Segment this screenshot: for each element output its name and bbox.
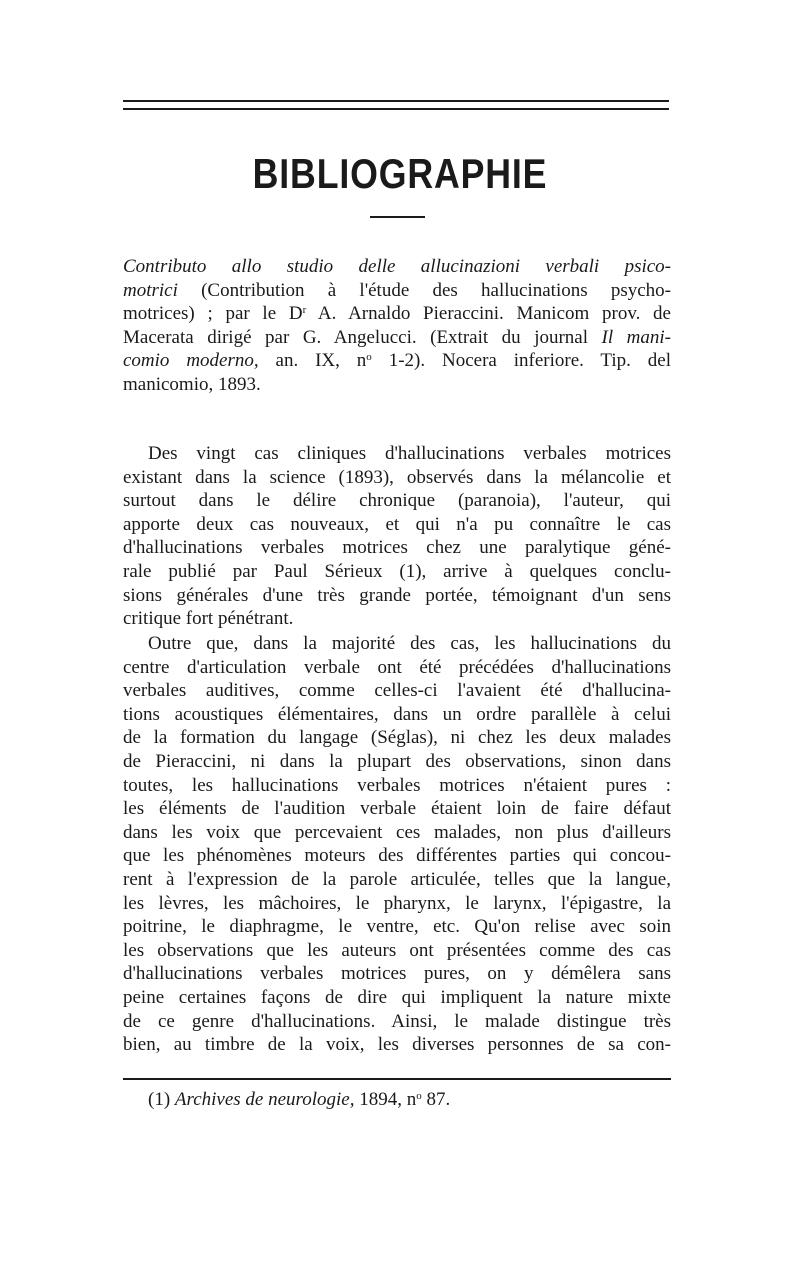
text-line: les lèvres, les mâchoires, le pharynx, le larynx, l'épigastre, la	[123, 892, 671, 914]
bibliographic-entry	[123, 255, 671, 397]
footnote-journal: Archives de neurologie,	[174, 1089, 355, 1110]
text-line: toutes, les hallucinations verbales motrices n'étaient pures :	[123, 774, 671, 796]
text-line: centre d'articulation verbale ont été précédées d'hallucinations	[123, 656, 671, 678]
text-line: Des vingt cas cliniques d'hallucinations verbales motrices	[148, 443, 671, 464]
text-line: poitrine, le diaphragme, le ventre, etc. Qu'on relise avec soin	[123, 916, 671, 938]
text-line: tions acoustiques élémentaires, dans un ordre parallèle à celui	[123, 703, 671, 725]
header-rule-top	[123, 100, 669, 102]
bib-line: manicomio, 1893.	[123, 373, 261, 395]
text-line: critique fort pénétrant.	[123, 608, 294, 630]
text-line: rale publié par Paul Sérieux (1), arrive à quelques conclu-	[123, 560, 671, 582]
text-line: les observations que les auteurs ont présentées comme des cas	[123, 939, 671, 961]
text-line: d'hallucinations verbales motrices chez une paralytique géné-	[123, 537, 671, 559]
bib-line: Contributo allo studio delle allucinazioni verbali psico-	[123, 256, 671, 277]
text-line: les éléments de l'audition verbale étaient loin de faire défaut	[123, 798, 671, 820]
text-line: de Pieraccini, ni dans la plupart des observations, sinon dans	[123, 750, 671, 772]
text-line: de la formation du langage (Séglas), ni chez les deux malades	[123, 727, 671, 749]
text-line: sions générales d'une très grande portée, témoignant d'un sens	[123, 584, 671, 606]
bib-line: motrici (Contribution à l'étude des hallucinations psycho-	[123, 279, 671, 301]
text-line: verbales auditives, comme celles-ci l'avaient été d'hallucina-	[123, 680, 671, 702]
title-separator	[370, 216, 425, 218]
footnote-mark: (1)	[148, 1089, 171, 1110]
text-line: apporte deux cas nouveaux, et qui n'a pu connaître le cas	[123, 513, 671, 535]
text-line: existant dans la science (1893), observés dans la mélancolie et	[123, 466, 671, 488]
text-line: Outre que, dans la majorité des cas, les hallucinations du	[148, 633, 671, 654]
footnote: (1) Archives de neurologie, 1894, $n^o$ 87.	[148, 1089, 451, 1110]
text-line: surtout dans le délire chronique (paranoia), l'auteur, qui	[123, 490, 671, 512]
page-title: BIBLIOGRAPHIE	[252, 150, 548, 197]
text-line: que les phénomènes moteurs des différentes parties qui concou-	[123, 845, 671, 867]
text-line: de ce genre d'hallucinations. Ainsi, le malade distingue très	[123, 1010, 671, 1032]
paragraph-1	[123, 442, 671, 631]
text-line: dans les voix que percevaient ces malades, non plus d'ailleurs	[123, 821, 671, 843]
text-line: peine certaines façons de dire qui impliquent la nature mixte	[123, 986, 671, 1008]
bib-line: motrices) ; par le $D^r$ A. Arnaldo Pieraccini. Manicom prov. de	[123, 303, 671, 325]
paragraph-2	[123, 632, 671, 1057]
bib-line: Macerata dirigé par G. Angelucci. (Extrait du journal Il mani-	[123, 326, 672, 348]
text-line: bien, au timbre de la voix, les diverses personnes de sa con-	[123, 1034, 671, 1056]
text-line: rent à l'expression de la parole articulée, telles que la langue,	[123, 868, 671, 890]
bib-line: comio moderno, an. IX, $n^o$ 1-2). Nocera inferiore. Tip. del	[123, 350, 672, 372]
footnote-rule	[123, 1078, 671, 1080]
text-line: d'hallucinations verbales motrices pures, on y démêlera sans	[123, 963, 671, 985]
header-rule-bottom	[123, 108, 669, 110]
